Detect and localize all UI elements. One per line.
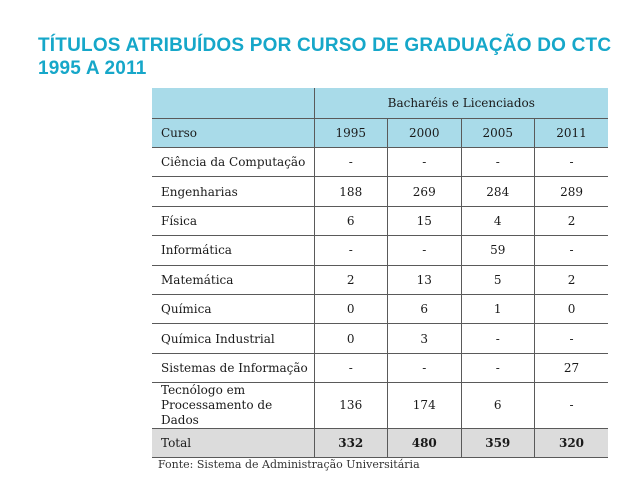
table-row [152,324,608,353]
cell-value: 2 [314,265,388,294]
row-label: Química Industrial [152,324,314,353]
cell-value: - [388,148,462,177]
cell-value: - [314,148,388,177]
row-label: Engenharias [152,177,314,206]
cell-value: - [388,236,462,265]
table-row [152,236,608,265]
cell-value: - [535,383,609,429]
cell-value: 15 [388,206,462,235]
table-row [152,383,608,429]
cell-value: 5 [461,265,535,294]
cell-value: 2 [535,206,609,235]
cell-value: 0 [314,294,388,323]
cell-value: 289 [535,177,609,206]
page-title [38,34,611,80]
table-row [152,353,608,382]
total-value: 480 [388,429,462,458]
graduation-titles-table [152,88,608,458]
table-row [152,177,608,206]
row-label: Matemática [152,265,314,294]
cell-value: 0 [535,294,609,323]
cell-value: - [535,324,609,353]
cell-value: - [461,148,535,177]
total-value: 332 [314,429,388,458]
total-value: 359 [461,429,535,458]
table-row [152,294,608,323]
row-label-line-2: Processamento de Dados [161,398,273,428]
table-row [152,148,608,177]
cell-value: 27 [535,353,609,382]
column-header-1995: 1995 [314,119,388,148]
total-value: 320 [535,429,609,458]
cell-value: 6 [314,206,388,235]
cell-value: 13 [388,265,462,294]
cell-value: - [461,324,535,353]
header-blank-cell [152,88,314,119]
table-column-header-row [152,119,608,148]
table-row [152,265,608,294]
total-label: Total [152,429,314,458]
column-header-2011: 2011 [535,119,609,148]
cell-value: 188 [314,177,388,206]
column-header-2000: 2000 [388,119,462,148]
cell-value: 4 [461,206,535,235]
cell-value: 59 [461,236,535,265]
cell-value: - [461,353,535,382]
title-line-2: 1995 A 2011 [38,58,147,79]
cell-value: 174 [388,383,462,429]
title-line-1: TÍTULOS ATRIBUÍDOS POR CURSO DE GRADUAÇÃO DO CTC [38,35,612,56]
cell-value: 0 [314,324,388,353]
cell-value: 2 [535,265,609,294]
cell-value: - [314,353,388,382]
cell-value: - [314,236,388,265]
cell-value: - [535,236,609,265]
cell-value: 136 [314,383,388,429]
column-header-2005: 2005 [461,119,535,148]
cell-value: 6 [388,294,462,323]
cell-value: 3 [388,324,462,353]
cell-value: - [535,148,609,177]
cell-value: 1 [461,294,535,323]
table-group-header-row [152,88,608,119]
row-label: Química [152,294,314,323]
row-label: Física [152,206,314,235]
cell-value: 6 [461,383,535,429]
cell-value: 269 [388,177,462,206]
table-row [152,206,608,235]
row-label: Ciência da Computação [152,148,314,177]
total-row [152,429,608,458]
column-header-curso: Curso [152,119,314,148]
cell-value: 284 [461,177,535,206]
row-label: Sistemas de Informação [152,353,314,382]
source-note: Fonte: Sistema de Administração Universitária [158,458,420,471]
row-label-line-1: Tecnólogo em [161,383,246,398]
row-label [152,383,314,429]
cell-value: - [388,353,462,382]
row-label: Informática [152,236,314,265]
group-header: Bacharéis e Licenciados [314,88,608,119]
